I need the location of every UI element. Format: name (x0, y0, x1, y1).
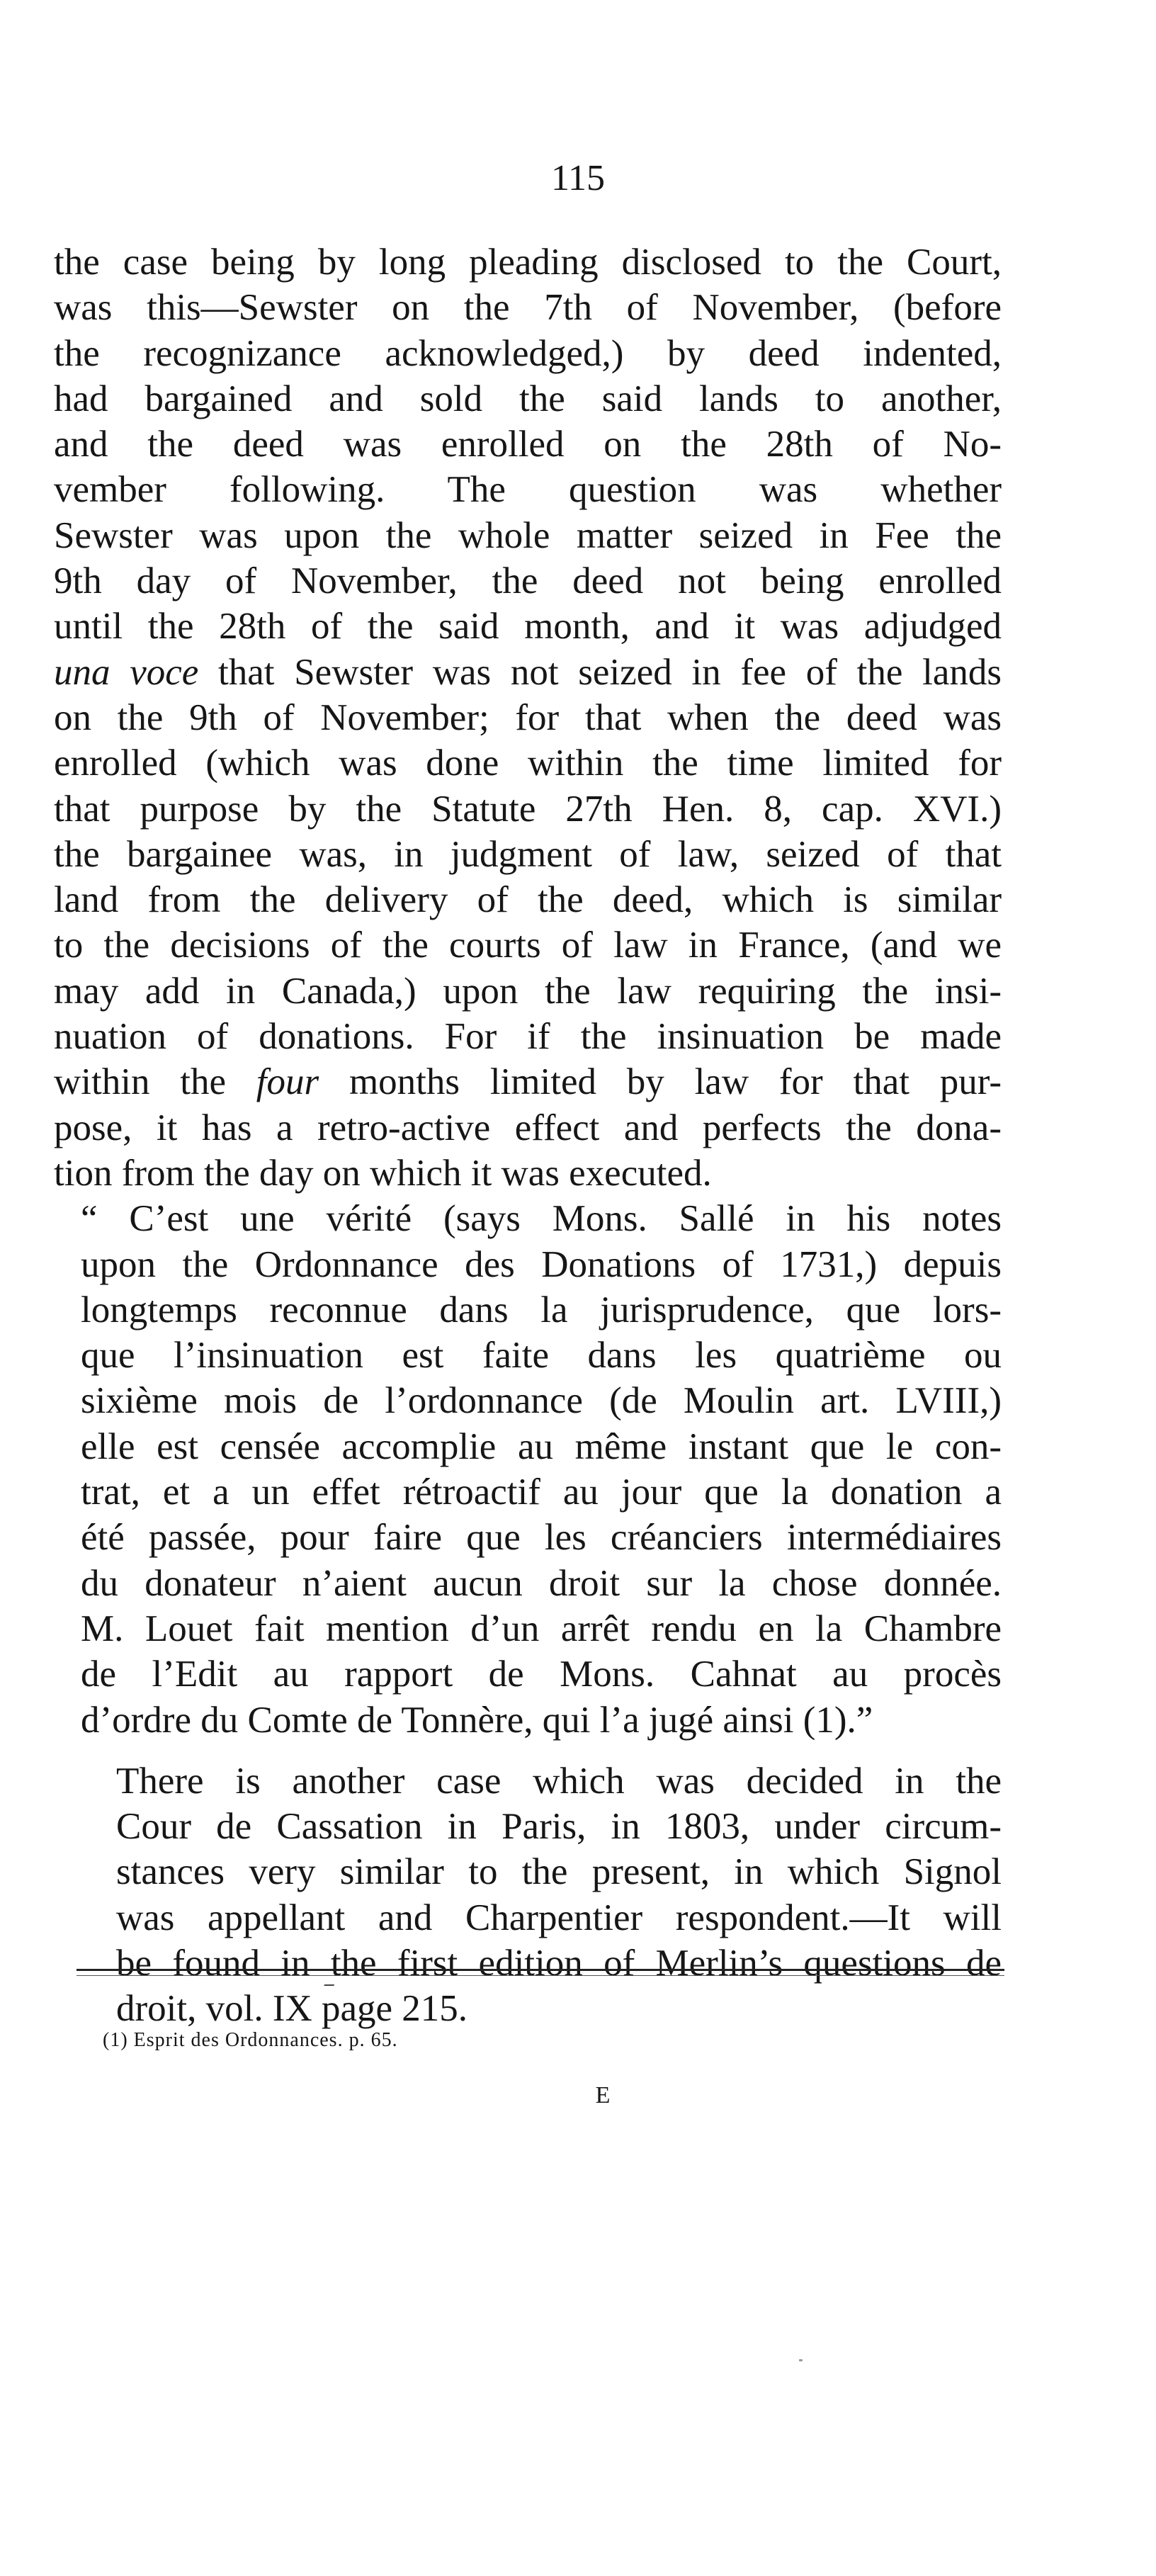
paragraph-1 (54, 239, 1002, 1196)
text-line: upon the Ordonnance des Donations of 1731,) depuis (81, 1243, 1002, 1285)
body-text (54, 239, 1002, 2032)
text-line: M. Louet fait mention d’un arrêt rendu en la Chambre (81, 1608, 1002, 1649)
text-line: d’ordre du Comte de Tonnère, qui l’a jugé ainsi (1).” (81, 1699, 873, 1741)
text-line: be found in the first edition of Merlin’s questions de (116, 1942, 1002, 1984)
text-line: vember following. The question was whether (54, 469, 1002, 511)
text-line: was appellant and Charpentier respondent.—It will (116, 1897, 1002, 1938)
text-line: Sewster was upon the whole matter seized in Fee the (54, 514, 1002, 556)
text-line: elle est censée accomplie au même instant que le con- (81, 1425, 1002, 1467)
text-line: may add in Canada,) upon the law requiring the insi- (54, 970, 1002, 1012)
text-line: the recognizance acknowledged,) by deed indented, (54, 332, 1002, 374)
text-line: land from the delivery of the deed, which is similar (54, 879, 1002, 921)
text-line: to the decisions of the courts of law in France, (and we (54, 925, 1002, 966)
text-line: de l’Edit au rapport de Mons. Cahnat au procès (81, 1654, 1002, 1695)
text-line: sixième mois de l’ordonnance (de Moulin art. LVIII,) (81, 1380, 1002, 1422)
text-line: There is another case which was decided in the (116, 1760, 1002, 1802)
text-line: nuation of donations. For if the insinuation be made (54, 1016, 1002, 1058)
text-line: and the deed was enrolled on the 28th of No- (54, 424, 1002, 465)
text-line: longtemps reconnue dans la jurisprudence, que lors- (81, 1289, 1002, 1331)
text-line: until the 28th of the said month, and it was adjudged (54, 606, 1002, 648)
text-line: que l’insinuation est faite dans les quatrième ou (81, 1335, 1002, 1377)
text-line: droit, vol. IX page 215. (116, 1988, 468, 2030)
page-number: 115 (550, 158, 606, 198)
text-line: stances very similar to the present, in which Signol (116, 1851, 1002, 1893)
text-line: trat, et a un effet rétroactif au jour que la donation a (81, 1471, 1002, 1513)
text-line: Cour de Cassation in Paris, in 1803, under circum- (116, 1806, 1002, 1848)
text-line: pose, it has a retro-active effect and perfects the dona- (54, 1107, 1002, 1148)
text-line: “ C’est une vérité (says Mons. Sallé in his notes (81, 1198, 1002, 1240)
paragraph-2-quotation (54, 1196, 1002, 1743)
text-line: within the four months limited by law for that pur- (54, 1061, 1002, 1103)
footnote: (1) Esprit des Ordonnances. p. 65. (103, 2029, 398, 2051)
text-line: 9th day of November, the deed not being enrolled (54, 560, 1002, 602)
page-speck (799, 2359, 803, 2361)
footnote-rule-thin (76, 1975, 1004, 1976)
text-line: that purpose by the Statute 27th Hen. 8, cap. XVI.) (54, 788, 1002, 830)
text-line: the case being by long pleading disclosed to the Court, (54, 242, 1002, 283)
footnote-rule-thick (76, 1969, 1004, 1971)
text-line: été passée, pour faire que les créanciers intermédiaires (81, 1517, 1002, 1559)
text-line: enrolled (which was done within the time limited for (54, 742, 1002, 784)
text-line: the bargainee was, in judgment of law, seized of that (54, 833, 1002, 875)
paragraph-3 (54, 1758, 1002, 2032)
text-line: was this—Sewster on the 7th of November, (before (54, 287, 1002, 329)
text-line: du donateur n’aient aucun droit sur la chose donnée. (81, 1562, 1002, 1604)
text-line: on the 9th of November; for that when the deed was (54, 696, 1002, 738)
signature-mark: E (595, 2082, 611, 2108)
text-line: had bargained and sold the said lands to another, (54, 378, 1002, 419)
text-line: una voce that Sewster was not seized in fee of the lands (54, 651, 1002, 693)
text-line: tion from the day on which it was executed. (54, 1152, 712, 1194)
